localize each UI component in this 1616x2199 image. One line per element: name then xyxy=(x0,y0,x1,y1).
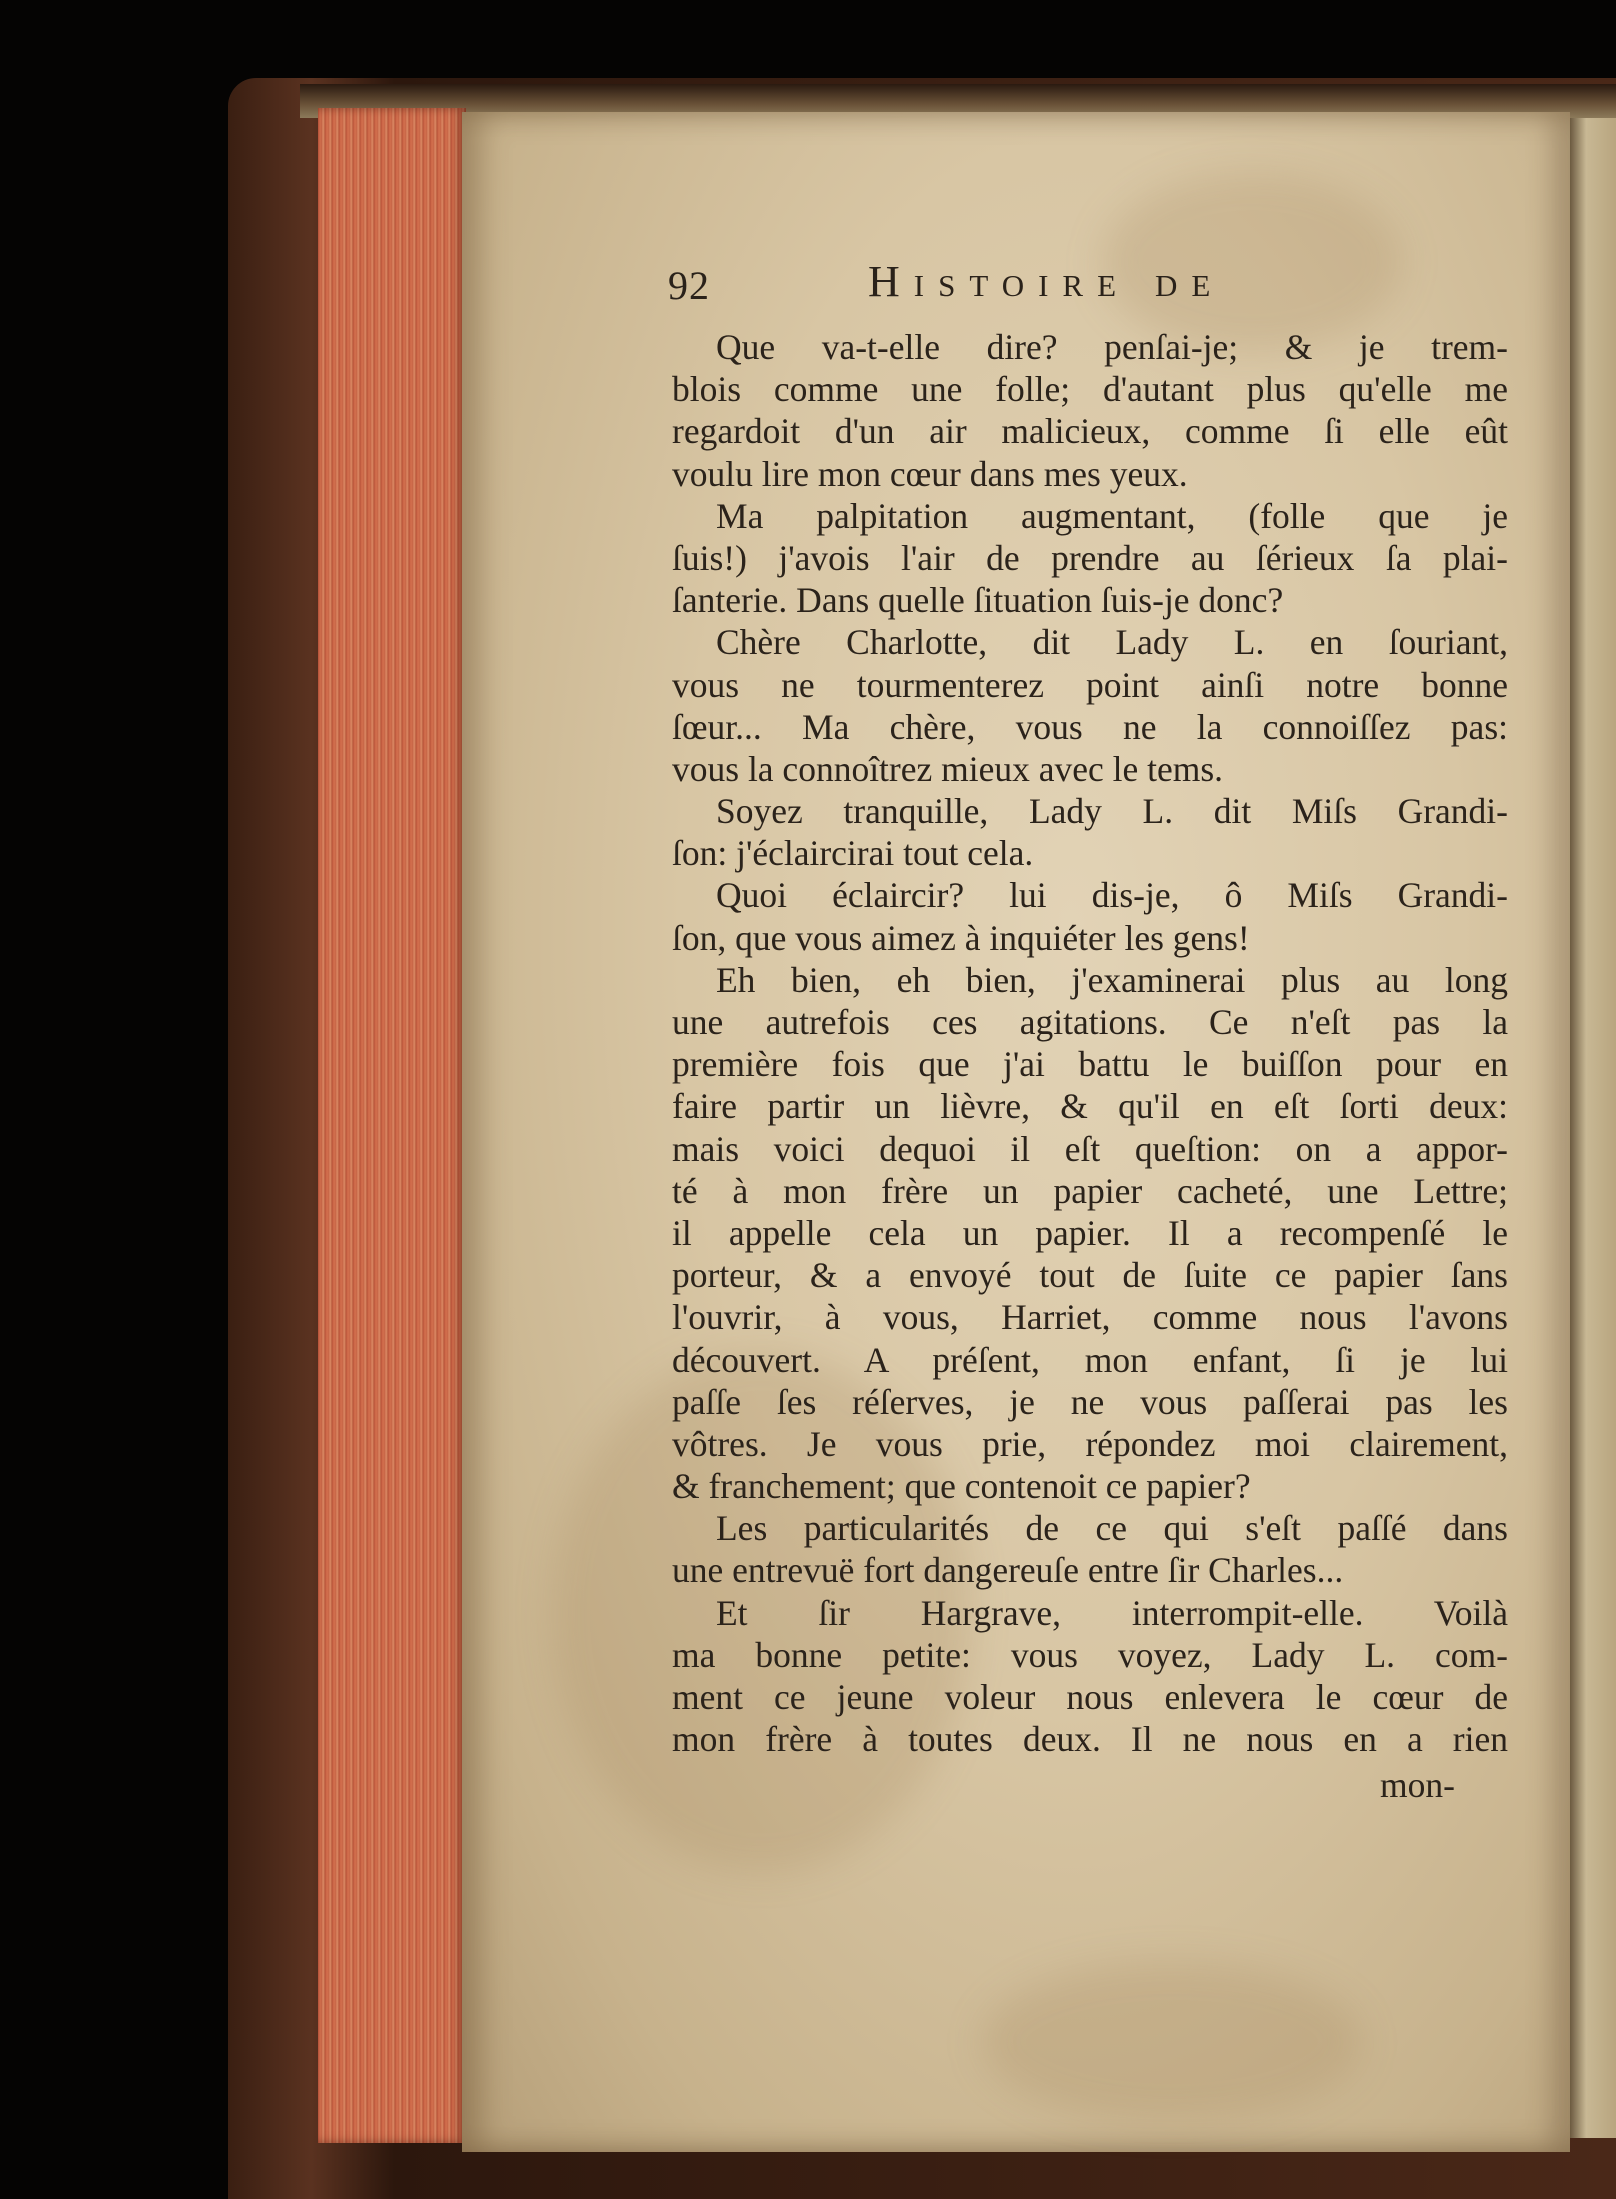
text-line: blois comme une folle; d'autant plus qu'elle me xyxy=(672,369,1508,410)
text-line: voulu lire mon cœur dans mes yeux. xyxy=(672,453,1188,494)
text-line: ſon: j'éclaircirai tout cela. xyxy=(672,833,1034,874)
text-line: l'ouvrir, à vous, Harriet, comme nous l'avons xyxy=(672,1297,1508,1338)
text-line: Que va-t-elle dire? penſai-je; & je trem- xyxy=(716,327,1508,367)
text-line: regardoit d'un air malicieux, comme ſi elle eût xyxy=(672,411,1508,452)
text-line: mais voici dequoi il eſt queſtion: on a appor- xyxy=(672,1128,1508,1169)
text-line: ſuis!) j'avois l'air de prendre au ſérieux ſa plai- xyxy=(672,537,1508,578)
page-block-edge xyxy=(318,108,466,2143)
text-line: vous la connoîtrez mieux avec le tems. xyxy=(672,748,1224,789)
text-line: une autrefois ces agitations. Ce n'eſt pas la xyxy=(672,1002,1508,1042)
text-line: il appelle cela un papier. Il a recompenſé le xyxy=(672,1212,1508,1253)
text-line: Quoi éclaircir? lui dis-je, ô Miſs Grandi- xyxy=(716,875,1508,916)
page-number: 92 xyxy=(668,263,710,308)
text-line: une entrevuë fort dangereuſe entre ſir Charles... xyxy=(672,1550,1344,1591)
facing-page-edge xyxy=(1570,118,1616,2138)
text-line: porteur, & a envoyé tout de ſuite ce papier ſans xyxy=(672,1255,1508,1296)
text-line: Et ſir Hargrave, interrompit-elle. Voilà xyxy=(716,1592,1508,1633)
text-line: ment ce jeune voleur nous enlevera le cœur de xyxy=(672,1677,1508,1717)
text-line: première fois que j'ai battu le buiſſon pour en xyxy=(672,1044,1508,1085)
text-line: paſſe ſes réſerves, je ne vous paſſerai pas les xyxy=(672,1381,1508,1422)
text-line: découvert. A préſent, mon enfant, ſi je lui xyxy=(672,1339,1508,1380)
text-line: vous ne tourmenterez point ainſi notre bonne xyxy=(672,664,1508,705)
text-line: vôtres. Je vous prie, répondez moi clairement, xyxy=(672,1423,1508,1464)
body-text xyxy=(672,326,1508,1760)
text-line: faire partir un lièvre, & qu'il en eſt ſorti deux: xyxy=(672,1086,1508,1127)
running-head: Histoire de xyxy=(868,257,1225,306)
text-line: ſon, que vous aimez à inquiéter les gens! xyxy=(672,917,1250,958)
text-line: Ma palpitation augmentant, (folle que je xyxy=(716,495,1508,536)
text-line: Eh bien, eh bien, j'examinerai plus au long xyxy=(716,959,1508,1000)
text-line: ſœur... Ma chère, vous ne la connoiſſez pas: xyxy=(672,706,1508,747)
text-line: Les particularités de ce qui s'eſt paſſé dans xyxy=(716,1508,1508,1549)
text-line: & franchement; que contenoit ce papier? xyxy=(672,1466,1251,1507)
text-line: mon frère à toutes deux. Il ne nous en a rien xyxy=(672,1719,1508,1760)
foxing-stain xyxy=(982,1962,1362,2122)
text-line: Chère Charlotte, dit Lady L. en ſouriant, xyxy=(716,622,1508,663)
catchword: mon- xyxy=(1380,1765,1455,1805)
text-line: Soyez tranquille, Lady L. dit Miſs Grandi- xyxy=(716,791,1508,832)
page-header xyxy=(668,257,1508,322)
text-line: ma bonne petite: vous voyez, Lady L. com- xyxy=(672,1634,1508,1675)
text-line: té à mon frère un papier cacheté, une Lettre; xyxy=(672,1170,1508,1211)
text-line: ſanterie. Dans quelle ſituation ſuis-je donc? xyxy=(672,580,1284,621)
